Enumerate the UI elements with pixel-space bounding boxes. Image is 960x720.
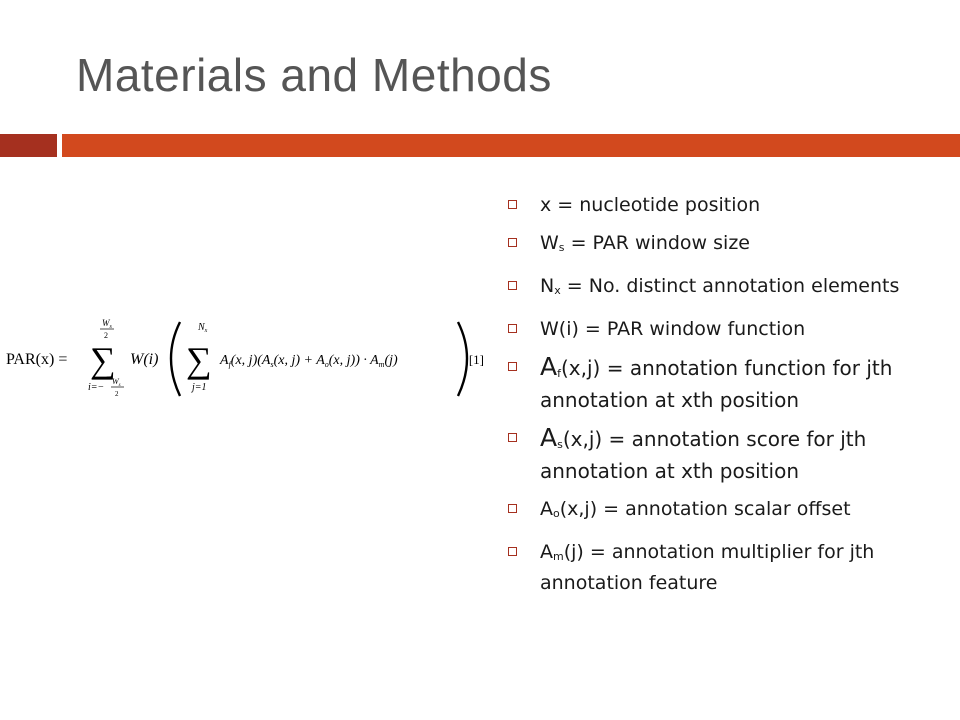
square-bullet-icon bbox=[508, 200, 517, 209]
definition-symbol: A bbox=[540, 423, 558, 452]
definition-item bbox=[508, 316, 948, 342]
definition-symbol: A bbox=[540, 352, 558, 381]
square-bullet-icon bbox=[508, 433, 517, 442]
definition-symbol: N bbox=[540, 275, 555, 297]
eq-sum2-sigma: ∑ bbox=[186, 340, 212, 380]
definition-item bbox=[508, 230, 948, 261]
definition-text: = PAR window function bbox=[578, 318, 806, 340]
eq-ref: [1] bbox=[468, 352, 484, 367]
definition-symbol: W bbox=[540, 232, 559, 254]
definition-symbol: A bbox=[540, 541, 553, 563]
square-bullet-icon bbox=[508, 324, 517, 333]
definition-text: (x,j) = annotation scalar offset bbox=[559, 498, 851, 520]
definition-text: = nucleotide position bbox=[551, 194, 761, 216]
eq-sum1-lower: i=− bbox=[88, 382, 105, 393]
eq-lhs: PAR(x) = bbox=[6, 351, 68, 368]
definition-item bbox=[508, 192, 948, 218]
eq-terms: $A_f(x$, $j)(A_s(x$, $j) + A_o(x$, $j)) \cdot A_m(j)$ bbox=[220, 353, 398, 369]
definition-subscript: o bbox=[553, 507, 560, 520]
square-bullet-icon bbox=[508, 547, 517, 556]
definition-symbol: W(i) bbox=[540, 318, 579, 340]
definition-text: (x,j) = annotation score for jth annotation at xth position bbox=[540, 427, 867, 483]
par-equation bbox=[2, 318, 484, 400]
definition-subscript: s bbox=[558, 241, 565, 254]
eq-window: W(i) bbox=[130, 351, 159, 368]
definition-text: = No. distinct annotation elements bbox=[560, 275, 900, 297]
title-rule-dark bbox=[0, 134, 57, 157]
definition-list bbox=[508, 192, 948, 608]
eq-paren-open bbox=[171, 322, 180, 396]
eq-sum1-lower-den: 2 bbox=[115, 390, 119, 398]
eq-sum2-lower: j=1 bbox=[192, 382, 207, 393]
eq-sum2-upper: $N_x$ bbox=[198, 322, 208, 334]
square-bullet-icon bbox=[508, 504, 517, 513]
definition-text: (x,j) = annotation function for jth annotation at xth position bbox=[540, 356, 893, 412]
definition-item bbox=[508, 539, 948, 596]
definition-symbol: A bbox=[540, 498, 553, 520]
eq-sum1-upper-den: 2 bbox=[104, 331, 108, 340]
slide-title: Materials and Methods bbox=[76, 49, 552, 101]
definition-item bbox=[508, 273, 948, 304]
definition-symbol: x bbox=[540, 194, 552, 216]
definition-subscript: f bbox=[557, 367, 561, 380]
eq-sum1-sigma: ∑ bbox=[90, 340, 116, 380]
eq-paren-close bbox=[458, 322, 467, 396]
definition-item bbox=[508, 354, 948, 413]
par-equation-svg bbox=[2, 318, 484, 400]
square-bullet-icon bbox=[508, 362, 517, 371]
eq-sum1-upper: $W_s$ bbox=[102, 318, 112, 330]
definition-subscript: m bbox=[553, 550, 564, 563]
definition-text: = PAR window size bbox=[564, 232, 750, 254]
eq-sum1-lower-num: $W_s$ bbox=[112, 377, 121, 388]
definition-subscript: s bbox=[557, 438, 563, 451]
definition-subscript: x bbox=[554, 284, 561, 297]
square-bullet-icon bbox=[508, 281, 517, 290]
definition-text: (j) = annotation multiplier for jth annotation feature bbox=[540, 541, 875, 594]
title-rule-light bbox=[62, 134, 960, 157]
square-bullet-icon bbox=[508, 238, 517, 247]
definition-item bbox=[508, 496, 948, 527]
definition-item bbox=[508, 425, 948, 484]
